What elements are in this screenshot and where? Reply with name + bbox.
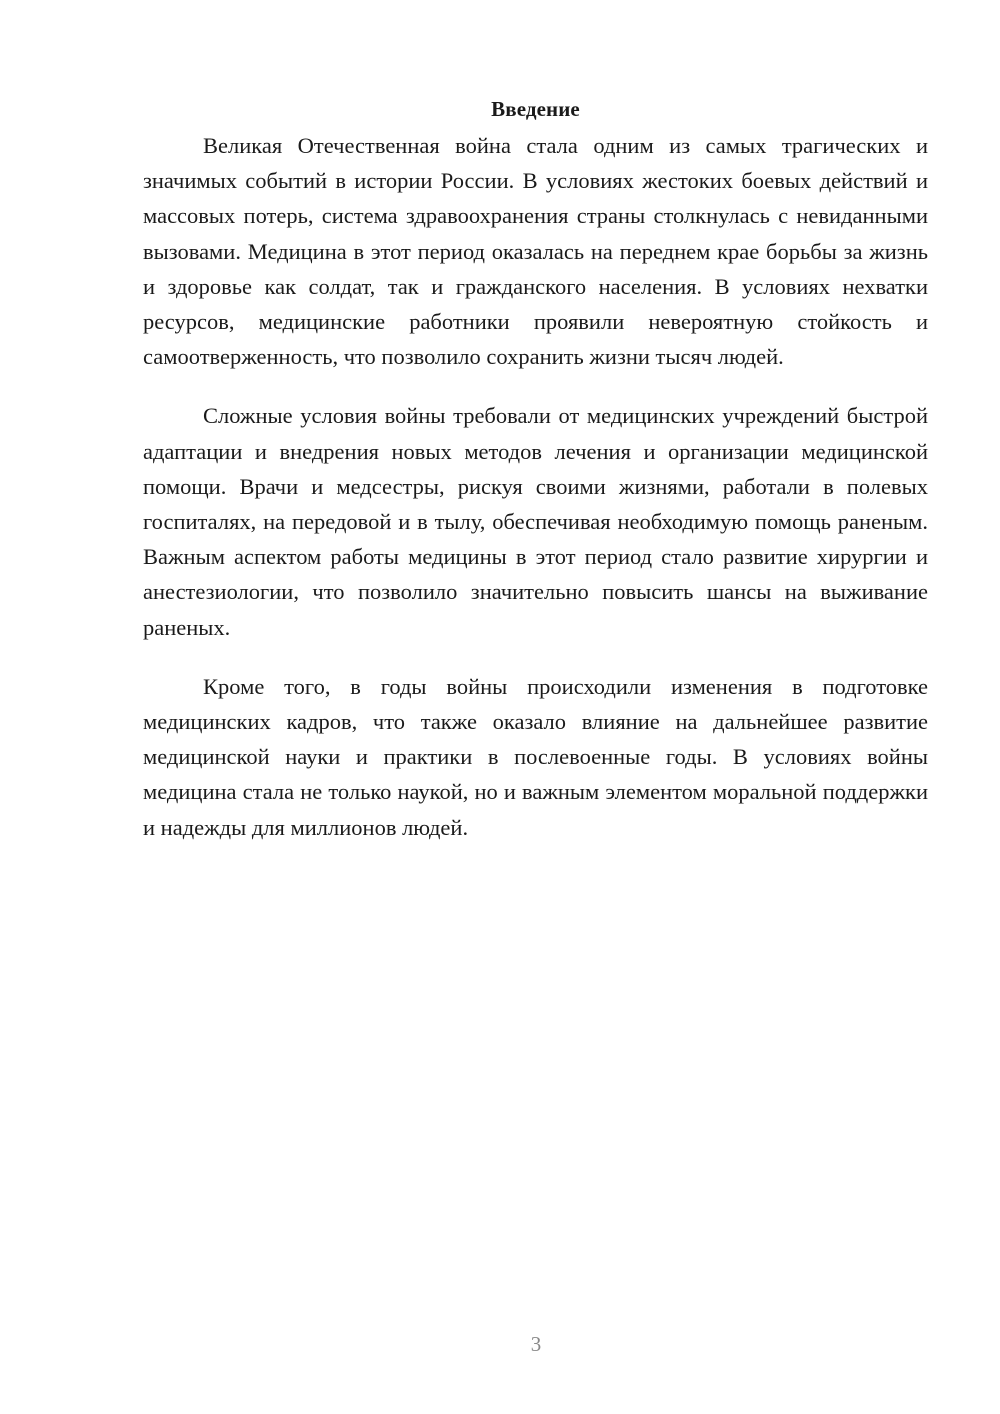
page-content <box>143 94 928 869</box>
page-number: 3 <box>530 1332 542 1356</box>
section-heading: Введение <box>491 97 580 121</box>
paragraph-1: Великая Отечественная война стала одним из самых трагических и значимых событий в истории России. В условиях жестоких боевых действий и массовых потерь, система здравоохранения страны столкнулась с невиданными вызовами. Медицина в этот период оказалась на переднем крае борьбы за жизнь и здоровье как солдат, так и гражданского населения. В условиях нехватки ресурсов, медицинские работники проявили невероятную стойкость и самоотверженность, что позволило сохранить жизни тысяч людей. <box>143 133 928 370</box>
paragraph-2: Сложные условия войны требовали от медицинских учреждений быстрой адаптации и внедрения новых методов лечения и организации медицинской помощи. Врачи и медсестры, рискуя своими жизнями, работали в полевых госпиталях, на передовой и в тылу, обеспечивая необходимую помощь раненым. Важным аспектом работы медицины в этот период стало развитие хирургии и анестезиологии, что позволило значительно повысить шансы на выживание раненых. <box>143 403 928 640</box>
paragraph-3: Кроме того, в годы войны происходили изменения в подготовке медицинских кадров, что также оказало влияние на дальнейшее развитие медицинской науки и практики в послевоенные годы. В условиях войны медицина стала не только наукой, но и важным элементом моральной поддержки и надежды для миллионов людей. <box>143 673 928 840</box>
